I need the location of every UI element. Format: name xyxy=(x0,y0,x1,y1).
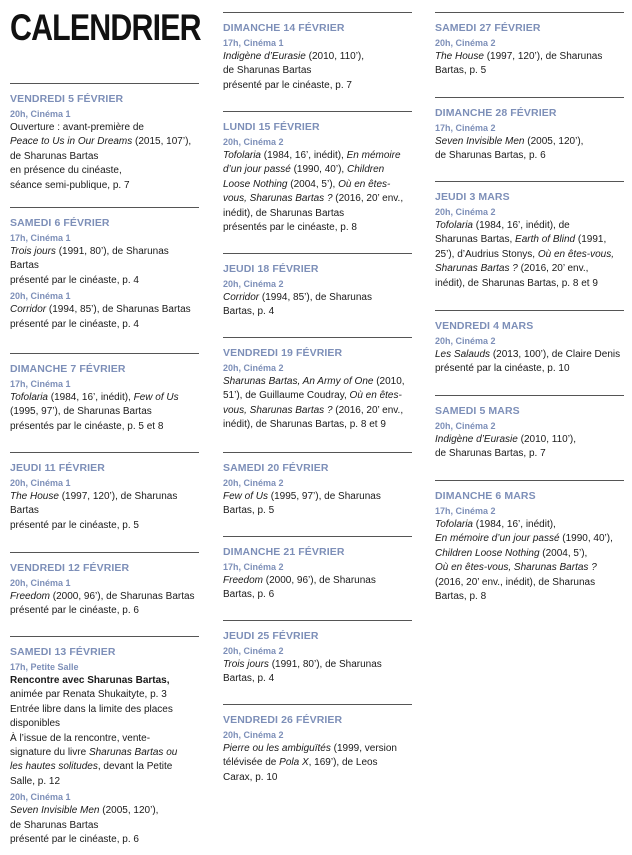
session-time: 20h, Cinéma 2 xyxy=(223,730,284,740)
event-samedi-13-fevrier xyxy=(10,636,199,847)
film-title: En mémoire d’un jour passé xyxy=(435,533,560,545)
film-info: (2010, 110’), xyxy=(517,434,577,445)
film-info: (1994, 85’), de Sharunas xyxy=(259,292,372,303)
event-line: Carax, p. 10 xyxy=(223,771,278,783)
event-vendredi-12-fevrier xyxy=(10,552,199,619)
film-info: (1984, 16’, inédit), xyxy=(473,519,556,530)
event-line: Bartas xyxy=(10,505,39,517)
event-line xyxy=(223,50,412,64)
event-date: LUNDI 15 FÉVRIER xyxy=(223,121,320,133)
event-line xyxy=(223,756,412,770)
event-highlight: Rencontre avec Sharunas Bartas, xyxy=(10,675,170,686)
event-date: VENDREDI 19 FÉVRIER xyxy=(223,347,343,359)
event-date: JEUDI 18 FÉVRIER xyxy=(223,263,319,275)
event-line xyxy=(435,135,624,149)
event-jeudi-18-fevrier xyxy=(223,253,412,320)
event-line xyxy=(435,348,624,362)
film-info: (1995, 97’), de Sharunas xyxy=(268,491,381,502)
film-title: Loose Nothing xyxy=(223,178,288,190)
event-line xyxy=(223,149,412,163)
event-line: de Sharunas Bartas xyxy=(223,65,312,77)
film-title: Children Loose Nothing xyxy=(435,547,540,559)
event-line: Bartas, p. 4 xyxy=(223,306,275,318)
film-title: Sharunas Bartas ? xyxy=(435,263,518,275)
event-line: présenté par le cinéaste, p. 7 xyxy=(223,79,352,91)
film-info: (2010, xyxy=(373,376,405,387)
event-vendredi-19-fevrier xyxy=(223,337,412,433)
session-time: 20h, Cinéma 1 xyxy=(10,291,71,302)
event-lundi-15-fevrier xyxy=(223,111,412,235)
event-line xyxy=(223,389,412,403)
event-line: Entrée libre dans la limite des places xyxy=(10,703,173,715)
event-line: Bartas, p. 6 xyxy=(223,589,275,601)
event-line: Bartas, p. 8 xyxy=(435,591,487,603)
event-date: SAMEDI 6 FÉVRIER xyxy=(10,217,110,229)
event-dimanche-6-mars xyxy=(435,480,624,604)
session-time: 20h, Cinéma 1 xyxy=(10,578,71,588)
event-date: JEUDI 11 FÉVRIER xyxy=(10,462,105,474)
event-vendredi-4-mars xyxy=(435,310,624,377)
event-date: SAMEDI 27 FÉVRIER xyxy=(435,22,541,34)
session-time: 17h, Cinéma 1 xyxy=(223,38,284,48)
film-info: (2005, 120’), xyxy=(99,805,159,817)
event-line xyxy=(435,433,624,447)
film-title: Où en êtes- xyxy=(338,178,391,190)
session-time: 17h, Cinéma 1 xyxy=(10,379,71,389)
film-title: Indigène d’Eurasie xyxy=(223,51,306,62)
film-info: (1991, 80’), de Sharunas xyxy=(55,246,169,257)
film-info: (2010, 110’), xyxy=(305,51,365,62)
film-title: Où en êtes-vous, Sharunas Bartas ? xyxy=(435,562,597,574)
event-jeudi-3-mars xyxy=(435,181,624,291)
film-info: (2005, 120’), xyxy=(524,136,584,147)
event-line: de Sharunas Bartas, p. 7 xyxy=(435,448,546,460)
film-title: En mémoire xyxy=(346,150,401,161)
session-time: 20h, Cinéma 2 xyxy=(435,207,496,217)
event-date: SAMEDI 5 MARS xyxy=(435,405,520,417)
session-time: 20h, Cinéma 2 xyxy=(223,478,284,488)
film-info: (1991, 80’), de Sharunas xyxy=(268,659,382,670)
film-title: Où en êtes- xyxy=(349,390,402,402)
event-date: VENDREDI 26 FÉVRIER xyxy=(223,714,343,726)
film-info: (2004, 5’), xyxy=(287,178,339,190)
event-date: VENDREDI 5 FÉVRIER xyxy=(10,93,124,105)
film-info: (1997, 120’), de Sharunas xyxy=(58,491,178,502)
session-time: 20h, Cinéma 1 xyxy=(10,109,71,119)
film-info: (1991, xyxy=(575,234,607,246)
event-date: VENDREDI 12 FÉVRIER xyxy=(10,562,130,574)
film-title: Freedom xyxy=(10,591,51,602)
session-time: 20h, Cinéma 2 xyxy=(435,38,496,48)
event-dimanche-21-fevrier xyxy=(223,536,412,603)
event-vendredi-26-fevrier xyxy=(223,704,412,785)
event-samedi-20-fevrier xyxy=(223,452,412,519)
event-line xyxy=(10,804,199,818)
film-title: Sharunas Bartas, An Army of One xyxy=(223,376,374,387)
session-time: 20h, Cinéma 1 xyxy=(10,792,71,803)
film-info: (1990, 40’), xyxy=(290,164,347,176)
event-line: présentés par le cinéaste, p. 8 xyxy=(223,222,357,234)
event-line: présentés par le cinéaste, p. 5 et 8 xyxy=(10,420,164,432)
film-title: Corridor xyxy=(10,304,47,316)
event-line xyxy=(435,233,624,247)
event-line xyxy=(10,760,199,774)
event-line xyxy=(10,303,199,317)
text: signature du livre xyxy=(10,747,89,759)
event-line: de Sharunas Bartas xyxy=(10,819,99,831)
film-info: (2000, 96’), de Sharunas Bartas xyxy=(50,591,195,602)
film-info: (1990, 40’), xyxy=(559,533,613,545)
event-line xyxy=(223,658,412,672)
event-date: DIMANCHE 28 FÉVRIER xyxy=(435,107,557,119)
event-line: (1995, 97’), de Sharunas Bartas xyxy=(10,406,152,418)
book-title: Sharunas Bartas ou xyxy=(88,747,178,759)
event-line xyxy=(223,291,412,305)
event-samedi-5-mars xyxy=(435,395,624,462)
page-title: CALENDRIER xyxy=(10,7,201,48)
session-time: 17h, Petite Salle xyxy=(10,662,79,672)
event-line: présenté par le cinéaste, p. 5 xyxy=(10,519,139,531)
film-title: vous, Sharunas Bartas ? xyxy=(223,404,333,416)
event-line: inédit), de Sharunas Bartas, p. 8 et 9 xyxy=(435,277,598,289)
event-line xyxy=(10,674,199,688)
film-info: télévisée de xyxy=(223,757,280,769)
film-info: (2000, 96’), de Sharunas xyxy=(263,575,376,586)
book-title: les hautes solitudes xyxy=(10,761,98,773)
film-info: , 169’), de Leos xyxy=(308,757,378,769)
session-time: 20h, Cinéma 2 xyxy=(223,279,284,289)
event-line xyxy=(10,391,199,405)
film-title: The House xyxy=(10,491,59,502)
event-line: À l’issue de la rencontre, vente- xyxy=(10,732,151,744)
film-title: Few of Us xyxy=(133,392,179,403)
event-line xyxy=(435,219,624,233)
event-line: Bartas, p. 5 xyxy=(435,65,487,77)
event-line xyxy=(223,192,412,206)
event-line xyxy=(223,742,412,756)
session-time: 17h, Cinéma 2 xyxy=(223,562,284,572)
film-info: (2016, 20’ env., xyxy=(517,263,589,275)
event-date: VENDREDI 4 MARS xyxy=(435,320,534,332)
event-dimanche-14-fevrier xyxy=(223,12,412,93)
event-line xyxy=(435,248,624,262)
event-line xyxy=(223,490,412,504)
event-line: Bartas xyxy=(10,260,39,272)
film-title: Tofolaria xyxy=(435,519,473,530)
film-info: (1984, 16’, inédit), xyxy=(261,150,347,161)
event-line xyxy=(223,375,412,389)
film-title: Peace to Us in Our Dreams xyxy=(10,136,133,148)
film-info: (1994, 85’), de Sharunas Bartas xyxy=(46,304,191,316)
film-info: (1984, 16’, inédit), de xyxy=(473,220,570,231)
event-line xyxy=(223,404,412,418)
film-info: (1997, 120’), de Sharunas xyxy=(483,51,603,62)
film-info: (2016, 20’ env., xyxy=(332,193,404,205)
film-title: The House xyxy=(435,51,484,62)
event-line xyxy=(10,590,199,604)
film-info: (1999, version xyxy=(330,743,397,754)
event-date: SAMEDI 13 FÉVRIER xyxy=(10,646,116,658)
event-line xyxy=(223,163,412,177)
event-date: JEUDI 25 FÉVRIER xyxy=(223,630,319,642)
film-title: Children xyxy=(346,164,385,176)
film-info: (1984, 16’, inédit), xyxy=(48,392,134,403)
event-line xyxy=(10,135,199,149)
session-time: 17h, Cinéma 2 xyxy=(435,123,496,133)
event-line: présenté par le cinéaste, p. 4 xyxy=(10,318,139,330)
event-line: de Sharunas Bartas, p. 6 xyxy=(435,150,546,162)
session-time: 20h, Cinéma 2 xyxy=(223,646,284,656)
event-date: JEUDI 3 MARS xyxy=(435,191,510,203)
event-line xyxy=(223,178,412,192)
event-dimanche-7-fevrier xyxy=(10,353,199,434)
film-title: Tofolaria xyxy=(223,150,261,161)
event-jeudi-11-fevrier xyxy=(10,452,199,533)
film-title: Few of Us xyxy=(223,491,269,502)
event-line: inédit), de Sharunas Bartas, p. 8 et 9 xyxy=(223,419,386,431)
event-line: présenté par le cinéaste, p. 4 xyxy=(10,274,139,286)
session-time: 20h, Cinéma 2 xyxy=(223,363,284,373)
film-title: Tofolaria xyxy=(435,220,473,231)
event-line: animée par Renata Shukaityte, p. 3 xyxy=(10,689,167,701)
film-title: Où en êtes-vous, xyxy=(537,248,614,260)
event-line: Salle, p. 12 xyxy=(10,775,61,787)
event-line: présenté par le cinéaste, p. 6 xyxy=(10,605,139,617)
event-line xyxy=(435,262,624,276)
film-title: Indigène d’Eurasie xyxy=(435,434,518,445)
event-line: séance semi-publique, p. 7 xyxy=(10,179,130,191)
event-line xyxy=(435,518,624,532)
event-line: de Sharunas Bartas xyxy=(10,150,99,162)
event-line xyxy=(435,547,624,561)
event-date: DIMANCHE 6 MARS xyxy=(435,490,536,502)
event-dimanche-28-fevrier xyxy=(435,97,624,164)
film-title: vous, Sharunas Bartas ? xyxy=(223,193,333,205)
session-time: 20h, Cinéma 2 xyxy=(435,336,496,346)
event-date: DIMANCHE 14 FÉVRIER xyxy=(223,22,345,34)
event-line: en présence du cinéaste, xyxy=(10,165,122,177)
event-samedi-6-fevrier xyxy=(10,207,199,332)
film-info: (2016, 20’ env., xyxy=(332,404,404,416)
film-title: Corridor xyxy=(223,292,260,303)
session-time: 17h, Cinéma 1 xyxy=(10,233,71,243)
film-title: d’un jour passé xyxy=(223,164,291,176)
event-samedi-27-fevrier xyxy=(435,12,624,79)
film-title: Pierre ou les ambiguïtés xyxy=(223,743,331,754)
event-line xyxy=(10,490,199,504)
event-jeudi-25-fevrier xyxy=(223,620,412,687)
event-date: DIMANCHE 21 FÉVRIER xyxy=(223,546,345,558)
event-line: présenté par la cinéaste, p. 10 xyxy=(435,363,570,375)
film-info: (2015, 107’), xyxy=(132,136,192,148)
event-line: présenté par le cinéaste, p. 6 xyxy=(10,834,139,846)
text: , devant la Petite xyxy=(97,761,173,773)
film-title: Earth of Blind xyxy=(515,234,576,246)
event-line xyxy=(223,574,412,588)
event-line xyxy=(10,245,199,259)
event-date: DIMANCHE 7 FÉVRIER xyxy=(10,363,126,375)
film-title: Pola X xyxy=(279,757,309,769)
film-title: Seven Invisible Men xyxy=(435,136,525,147)
film-info: (2013, 100’), de Claire Denis xyxy=(490,349,621,360)
session-time: 17h, Cinéma 2 xyxy=(435,506,496,516)
film-info: 51’), de Guillaume Coudray, xyxy=(223,390,350,402)
film-info: Sharunas Bartas, xyxy=(435,234,516,246)
event-line: Bartas, p. 5 xyxy=(223,505,275,517)
session-time: 20h, Cinéma 2 xyxy=(223,137,284,147)
film-title: Seven Invisible Men xyxy=(10,805,100,817)
event-line: disponibles xyxy=(10,718,61,730)
film-title: Tofolaria xyxy=(10,392,48,403)
event-line xyxy=(435,561,624,575)
film-info: (2004, 5’), xyxy=(539,547,588,559)
event-line: Ouverture : avant-première de xyxy=(10,122,144,133)
event-line xyxy=(435,50,624,64)
session-time: 20h, Cinéma 2 xyxy=(435,421,496,431)
event-line: Bartas, p. 4 xyxy=(223,673,275,685)
film-title: Freedom xyxy=(223,575,264,586)
event-line: (2016, 20’ env., inédit), de Sharunas xyxy=(435,576,596,588)
event-vendredi-5-fevrier xyxy=(10,83,199,193)
film-title: Trois jours xyxy=(10,246,56,257)
event-line xyxy=(435,532,624,546)
session-time: 20h, Cinéma 1 xyxy=(10,478,71,488)
event-line: inédit), de Sharunas Bartas xyxy=(223,207,345,219)
event-date: SAMEDI 20 FÉVRIER xyxy=(223,462,329,474)
film-info: 25’), d’Audrius Stonys, xyxy=(435,248,538,260)
film-title: Les Salauds xyxy=(435,349,491,360)
film-title: Trois jours xyxy=(223,659,269,670)
event-line xyxy=(10,746,199,760)
